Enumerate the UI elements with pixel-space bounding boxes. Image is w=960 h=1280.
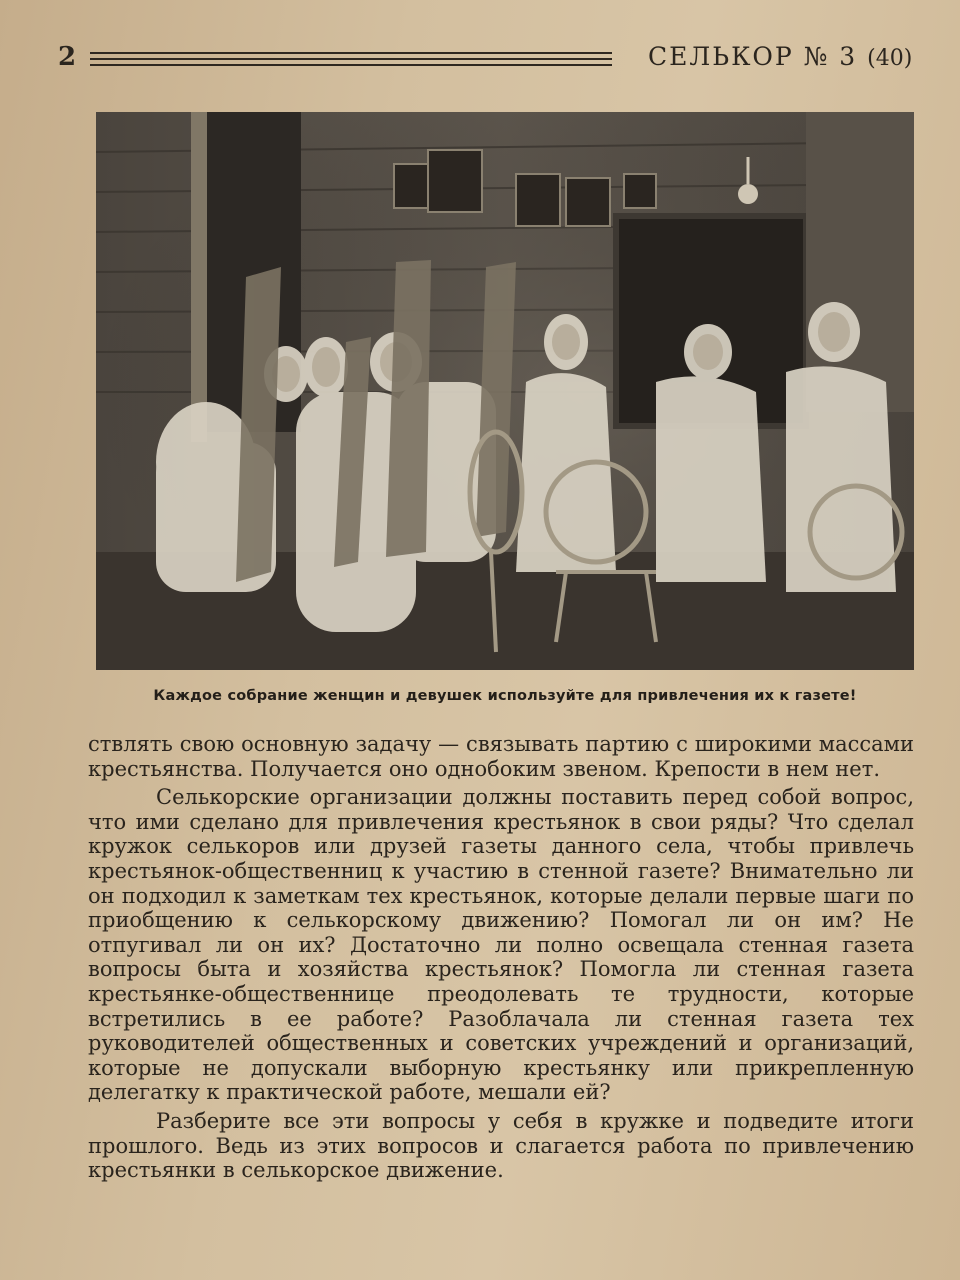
- paragraph: Разберите все эти вопросы у себя в кружке и подведите итоги прошлого. Ведь из этих вопросов и слагается работа по привлечению крестьянки в селькорское движение.: [88, 1108, 914, 1183]
- photo-women-spinning: [96, 112, 914, 670]
- paragraph: ствлять свою основную задачу — связывать партию с широкими массами крестьянства. Получается оно однобоким звеном. Крепости в нем нет.: [88, 732, 914, 781]
- journal-name: СЕЛЬКОР № 3: [648, 42, 858, 71]
- issue-number: (40): [867, 46, 913, 71]
- journal-title: [648, 42, 912, 71]
- header-rule: [90, 58, 612, 60]
- paragraph: Селькорские организации должны поставить перед собой вопрос, что ими сделано для привлечения крестьянок в свои ряды? Что сделал кружок селькоров или друзей газеты данного села, чтобы привлечь крестьянок-общественниц к участию в стенной газете? Внимательно ли он подходил к заметкам тех крестьянок, которые делали первые шаги по приобщению к селькорскому движению? Помогал ли он им? Не отпугивал ли он их? Достаточно ли полно освещала стенная газета вопросы быта и хозяйства крестьянок? Помогла ли стенная газета крестьянке-общественнице преодолевать те трудности, которые встретились в ее работе? Разоблачала ли стенная газета тех руководителей общественных и советских учреждений и организаций, которые не допускали выборную крестьянку или прикрепленную делегатку к практической работе, мешали ей?: [88, 785, 914, 1105]
- header-rule: [90, 52, 612, 54]
- article-body: [88, 732, 914, 1187]
- page-number: 2: [58, 42, 77, 72]
- photo-caption: Каждое собрание женщин и девушек используйте для привлечения их к газете!: [153, 688, 857, 704]
- page-header: [0, 40, 960, 84]
- header-rule: [90, 64, 612, 66]
